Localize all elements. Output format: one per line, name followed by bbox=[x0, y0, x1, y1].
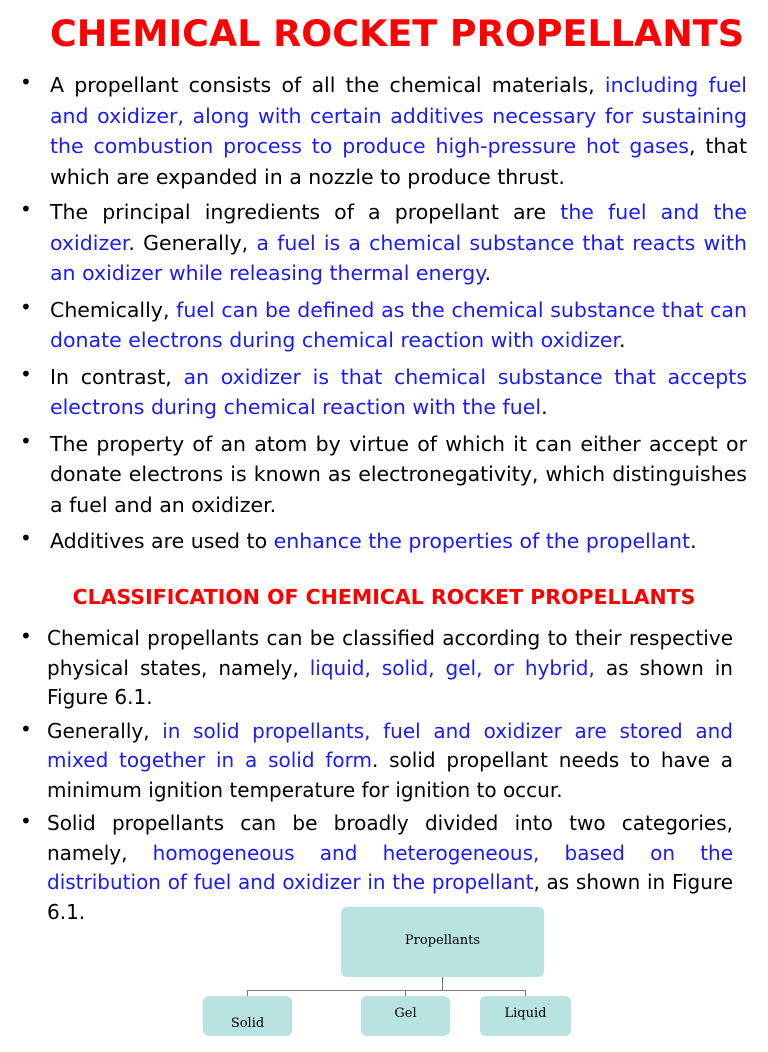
bullet-text: Additives are used to enhance the properties of the propellant. bbox=[50, 529, 697, 553]
classification-text-clip bbox=[0, 622, 768, 924]
bullet-dot-icon: • bbox=[20, 197, 32, 221]
intro-bullet-list bbox=[0, 70, 768, 557]
bullet-item bbox=[0, 70, 768, 192]
bullet-text: Chemically, fuel can be defined as the chemical substance that can donate electrons during chemical reaction with oxidizer. bbox=[50, 297, 747, 352]
diagram-child-label: Gel bbox=[394, 1006, 417, 1021]
bullet-text: Chemical propellants can be classified according to their respective physical states, namely, liquid, solid, gel, or hybrid, as shown in Figure 6.1. bbox=[47, 626, 733, 709]
bullet-item bbox=[0, 624, 768, 713]
bullet-item bbox=[0, 362, 768, 423]
bullet-item bbox=[0, 429, 768, 521]
section-heading: CLASSIFICATION OF CHEMICAL ROCKET PROPELLANTS bbox=[72, 585, 696, 609]
bullet-text: The principal ingredients of a propellant are the fuel and the oxidizer. Generally, a fuel is a chemical substance that reacts with an oxidizer while releasing thermal energy. bbox=[50, 200, 748, 285]
bullet-dot-icon: • bbox=[20, 70, 32, 94]
propellant-classification-diagram bbox=[0, 890, 768, 1031]
bullet-item bbox=[0, 717, 768, 806]
bullet-dot-icon: • bbox=[20, 716, 32, 741]
diagram-root-node bbox=[341, 907, 544, 977]
bullet-text: The property of an atom by virtue of which it can either accept or donate electrons is known as electronegativity, which distinguishes a fuel and an oxidizer. bbox=[50, 431, 747, 517]
classification-bullet-list bbox=[0, 624, 768, 927]
bullet-item bbox=[0, 197, 768, 289]
bullet-dot-icon: • bbox=[20, 526, 32, 550]
bullet-text: Generally, in solid propellants, fuel and oxidizer are stored and mixed together in a solid form. solid propellant needs to have a minimum ignition temperature for ignition to occur. bbox=[47, 718, 733, 802]
diagram-child-node bbox=[361, 996, 450, 1036]
bullet-dot-icon: • bbox=[20, 809, 32, 833]
diagram-root-label: Propellants bbox=[404, 933, 481, 948]
bullet-dot-icon: • bbox=[20, 361, 32, 386]
diagram-connector bbox=[442, 977, 443, 991]
bullet-text: A propellant consists of all the chemical materials, including fuel and oxidizer, along with certain additives necessary for sustaining the combustion process to produce high-pressure hot gases, that which are expanded in a nozzle to produce thrust. bbox=[50, 73, 747, 189]
bullet-item bbox=[0, 526, 768, 557]
bullet-item bbox=[0, 295, 768, 356]
diagram-child-node bbox=[480, 996, 571, 1036]
bullet-dot-icon: • bbox=[20, 294, 32, 319]
page-title: CHEMICAL ROCKET PROPELLANTS bbox=[50, 12, 744, 55]
diagram-child-label: Solid bbox=[230, 1016, 265, 1031]
bullet-text: Solid propellants can be broadly divided into two categories, namely, homogeneous and heterogeneous, based on the distribution of fuel and oxidizer in the propellant, as shown in Figure 6.1. bbox=[47, 811, 734, 924]
diagram-child-label: Liquid bbox=[504, 1006, 547, 1021]
diagram-child-node bbox=[203, 996, 292, 1036]
diagram-connector bbox=[247, 990, 525, 991]
bullet-dot-icon: • bbox=[20, 624, 32, 648]
bullet-text: In contrast, an oxidizer is that chemical substance that accepts electrons during chemical reaction with the fuel. bbox=[50, 364, 748, 419]
bullet-dot-icon: • bbox=[20, 428, 32, 453]
